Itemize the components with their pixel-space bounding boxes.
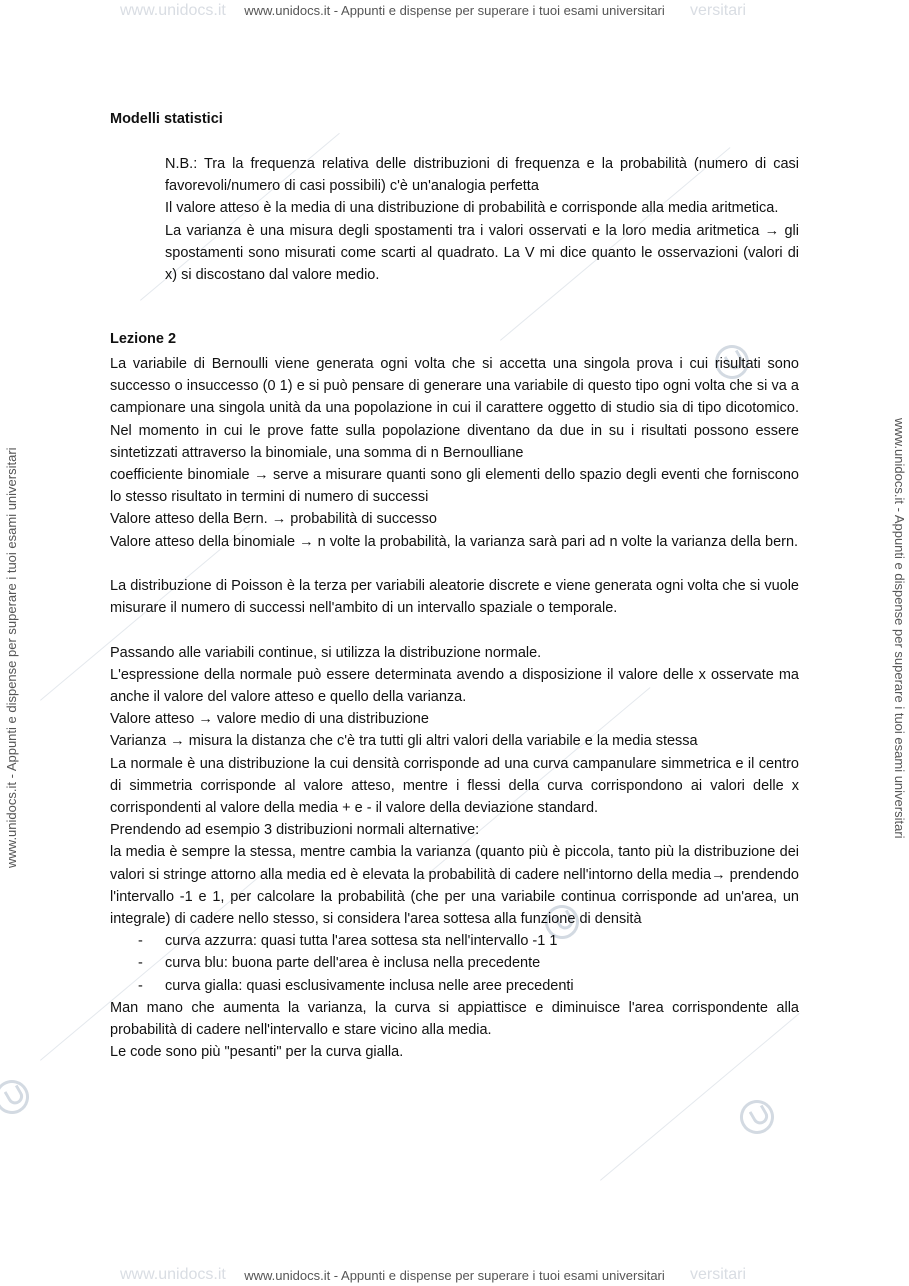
list-item (110, 975, 799, 997)
watermark-logo-icon (734, 1094, 780, 1140)
paragraph: Passando alle variabili continue, si utilizza la distribuzione normale. (110, 644, 542, 661)
curve-list (110, 930, 799, 997)
watermark-faint-top-right: versitari (690, 2, 747, 19)
watermark-faint-top: www.unidocs.it (120, 2, 226, 19)
paragraph: La distribuzione di Poisson è la terza per variabili aleatorie discrete e viene generata ogni volta che si vuole misurare il numero di successi nell'ambito di un intervallo spaziale o temporale. (110, 578, 799, 617)
watermark-right: www.unidocs.it - Appunti e dispense per superare i tuoi esami universitari (892, 418, 907, 839)
spacer (110, 619, 799, 641)
paragraph: Valore atteso → valore medio di una distribuzione (110, 711, 429, 728)
nb-block (165, 153, 799, 286)
paragraph: Valore atteso della Bern. → probabilità di successo (110, 511, 437, 528)
dash-bullet-icon: - (138, 955, 143, 972)
list-item-text: curva blu: buona parte dell'area è inclusa nella precedente (165, 955, 541, 972)
paragraph: Varianza → misura la distanza che c'è tra tutti gli altri valori della variabile e la media stessa (110, 733, 698, 750)
paragraph: Man mano che aumenta la varianza, la curva si appiattisce e diminuisce l'area corrispondente alla probabilità di cadere nell'intervallo e stare vicino alla media. (110, 999, 799, 1039)
watermark-header: www.unidocs.it - Appunti e dispense per superare i tuoi esami universitari (244, 3, 665, 18)
paragraph: la media è sempre la stessa, mentre cambia la varianza (quanto più è piccola, tanto più la distribuzione dei valori si stringe attorno alla media ed è elevata la probabilità di cadere nell'intorno della media→ prendendo l'intervallo -1 e 1, per calcolare la probabilità (che per una variabile continua corrisponde ad un'area, un integrale) di cadere nello stesso, si considera l'area sottesa alla funzione di densità (110, 844, 799, 928)
list-item-text: curva gialla: quasi esclusivamente inclusa nelle aree precedenti (165, 977, 574, 994)
watermark-logo-icon (0, 1074, 35, 1120)
paragraph: La normale è una distribuzione la cui densità corrisponde ad una curva campanulare simmetrica e il centro di simmetria corrisponde al valore atteso, mentre i flessi della curva corrispondono ai valori delle x corrispondenti al valore della media + e - il valore della deviazione standard. (110, 755, 799, 817)
list-item-text: curva azzurra: quasi tutta l'area sottesa sta nell'intervallo -1 1 (165, 933, 558, 950)
list-item (110, 952, 799, 974)
paragraph: Prendendo ad esempio 3 distribuzioni normali alternative: (110, 822, 480, 839)
paragraph: coefficiente binomiale → serve a misurare quanti sono gli elementi dello spazio degli eventi che forniscono lo stesso risultato in termini di numero di successi (110, 467, 799, 506)
watermark-faint-bottom: www.unidocs.it (120, 1266, 226, 1283)
paragraph: L'espressione della normale può essere determinata avendo a disposizione il valore delle x osservate ma anche il valore del valore atteso e quello della varianza. (110, 666, 799, 706)
nb-paragraph: Il valore atteso è la media di una distribuzione di probabilità e corrisponde alla media aritmetica. (165, 200, 779, 217)
watermark-faint-bottom-right: versitari (690, 1266, 747, 1283)
paragraph: Le code sono più "pesanti" per la curva gialla. (110, 1044, 404, 1061)
lesson-body (110, 353, 799, 1063)
nb-paragraph: La varianza è una misura degli spostamenti tra i valori osservati e la loro media aritmetica → gli spostamenti sono misurati come scarti al quadrato. La V mi dice quanto le osservazioni (valori di x) si discostano dal valore medio. (165, 222, 799, 284)
paragraph: Valore atteso della binomiale → n volte la probabilità, la varianza sarà pari ad n volte la varianza della bern. (110, 533, 799, 550)
dash-bullet-icon: - (138, 933, 143, 950)
watermark-left: www.unidocs.it - Appunti e dispense per superare i tuoi esami universitari (4, 447, 19, 868)
watermark-footer: www.unidocs.it - Appunti e dispense per superare i tuoi esami universitari (244, 1268, 665, 1283)
list-item (110, 930, 799, 952)
lesson-heading: Lezione 2 (110, 331, 177, 347)
paragraph: La variabile di Bernoulli viene generata ogni volta che si accetta una singola prova i cui risultati sono successo o insuccesso (0 1) e si può pensare di generare una variabile di questo tipo ogni volta che si va a campionare una singola unità da una popolazione in cui il carattere oggetto di studio sia di tipo dicotomico. Nel momento in cui le prove fatte sulla popolazione diventano da due in su i risultati possono essere sintetizzati attraverso la binomiale, una somma di n Bernoulliane (110, 356, 799, 461)
spacer (110, 553, 799, 575)
dash-bullet-icon: - (138, 977, 143, 994)
nb-paragraph: N.B.: Tra la frequenza relativa delle distribuzioni di frequenza e la probabilità (numero di casi favorevoli/numero di casi possibili) c'è un'analogia perfetta (165, 156, 799, 195)
page-title: Modelli statistici (110, 111, 223, 127)
